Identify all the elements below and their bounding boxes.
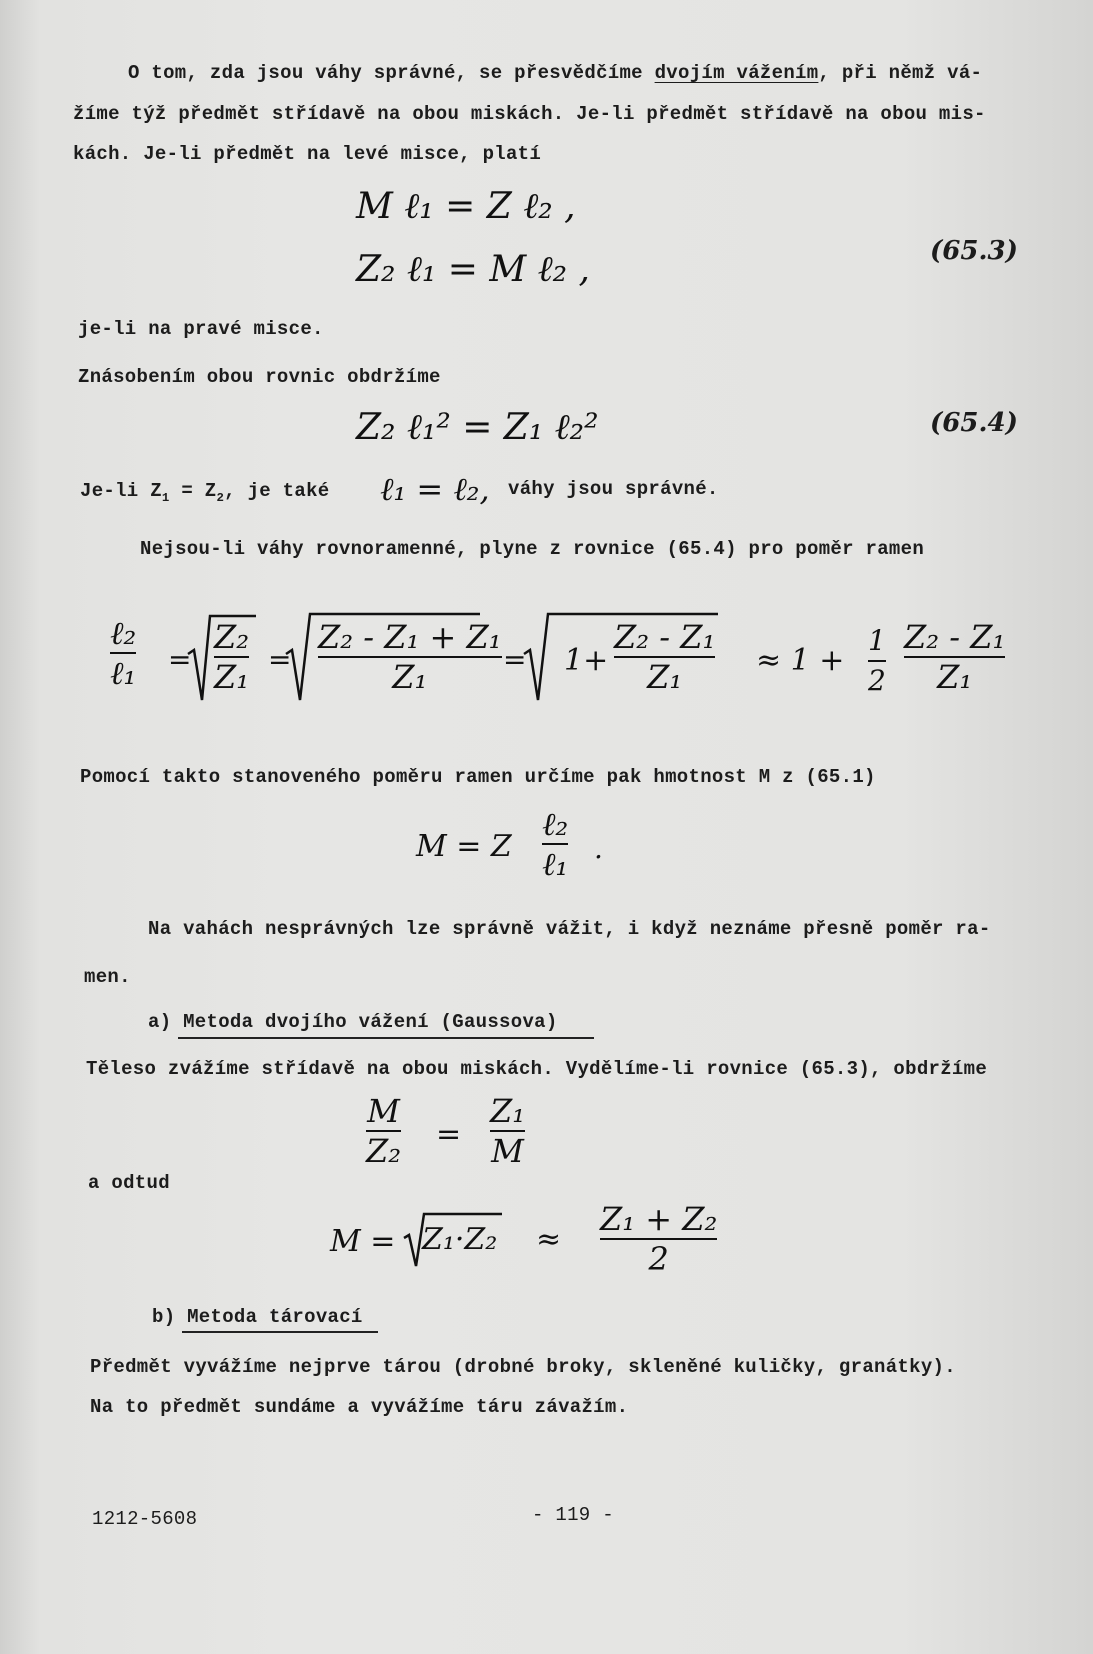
text-line-5: Znásobením obou rovnic obdržíme — [78, 366, 441, 388]
text-line-1-end: , při němž vá- — [818, 62, 983, 84]
approx-one-plus: ≈ 1 + — [756, 643, 845, 678]
equals-sign-1: = — [168, 643, 192, 676]
fraction-sqrt-3-num: Z₂ - Z₁ — [614, 618, 716, 656]
equals-sign-gauss: = — [436, 1117, 462, 1152]
fraction-sqrt-2-den: Z₁ — [392, 658, 428, 696]
text-line-9: Na vahách nesprávných lze správně vážit, i když neznáme přesně poměr ra- — [148, 918, 991, 940]
fraction-mass-den: ℓ₁ — [542, 845, 569, 883]
section-heading-b-label: b) — [152, 1306, 188, 1328]
fraction-approx-num: Z₂ - Z₁ — [904, 618, 1006, 656]
equation-number-653: (65.3) — [930, 236, 1018, 266]
text-line-6-a: Je-li Z — [80, 480, 162, 502]
text-line-2: žíme týž předmět střídavě na obou miskách. Je-li předmět střídavě na obou mis- — [73, 103, 986, 125]
text-line-7: Nejsou-li váhy rovnoramenné, plyne z rovnice (65.4) pro poměr ramen — [140, 538, 925, 560]
text-line-1-start: O tom, zda jsou váhy správné, se přesvědčíme — [128, 62, 655, 84]
period-mark: . — [594, 832, 603, 865]
section-heading-a — [148, 1011, 558, 1033]
text-line-1 — [128, 62, 982, 84]
fraction-sqrt-1 — [214, 618, 249, 696]
equation-653-line-2: Z₂ ℓ₁ = M ℓ₂ , — [356, 249, 590, 290]
fraction-one-half-num: 1 — [868, 624, 886, 657]
equation-l1-equals-l2: ℓ₁ = ℓ₂, — [380, 470, 490, 508]
equation-gauss-lhs: M = — [330, 1224, 396, 1259]
fraction-gauss-left — [366, 1092, 401, 1170]
fraction-sqrt-1-num: Z₂ — [214, 618, 250, 656]
fraction-mass — [542, 805, 568, 883]
equation-654: Z₂ ℓ₁² = Z₁ ℓ₂² — [356, 407, 599, 448]
text-line-3: kách. Je-li předmět na levé misce, platí — [73, 143, 542, 165]
text-line-14: Na to předmět sundáme a vyvážíme táru závažím. — [90, 1396, 629, 1418]
fraction-mass-num: ℓ₂ — [542, 805, 569, 843]
text-line-6-end: váhy jsou správné. — [508, 478, 719, 500]
text-line-10: men. — [84, 966, 131, 988]
text-line-12: a odtud — [88, 1172, 170, 1194]
text-line-6-c: , je také — [224, 480, 330, 502]
section-heading-a-title: Metoda dvojího vážení (Gaussova) — [183, 1011, 558, 1033]
fraction-gauss-right-num: Z₁ — [490, 1092, 526, 1130]
text-line-6: Je-li $Z_1 = Z_2$, je také — [80, 480, 330, 505]
fraction-sqrt-3 — [614, 618, 715, 696]
sqrt-3-one-plus: 1+ — [564, 643, 609, 678]
text-line-4: je-li na pravé misce. — [78, 318, 324, 340]
fraction-sqrt-2-num: Z₂ - Z₁ + Z₁ — [318, 618, 502, 656]
fraction-sqrt-2 — [318, 618, 502, 696]
equals-sign-3: = — [503, 643, 527, 676]
fraction-gauss-left-num: M — [367, 1092, 400, 1130]
fraction-arm-ratio — [110, 614, 136, 692]
fraction-sqrt-3-den: Z₁ — [647, 658, 683, 696]
sqrt-gauss-content: Z₁·Z₂ — [422, 1222, 498, 1257]
text-line-13: Předmět vyvážíme nejprve tárou (drobné broky, skleněné kuličky, granátky). — [90, 1356, 956, 1378]
equation-mass-lhs: M = Z — [416, 829, 512, 864]
text-line-8: Pomocí takto stanoveného poměru ramen určíme pak hmotnost M z (65.1) — [80, 766, 876, 788]
equation-number-654: (65.4) — [930, 408, 1018, 438]
footer-code: 1212-5608 — [92, 1508, 198, 1530]
fraction-gauss-mean-num: Z₁ + Z₂ — [600, 1200, 718, 1238]
fraction-sqrt-1-den: Z₁ — [214, 658, 250, 696]
section-heading-b — [152, 1306, 363, 1328]
fraction-one-half-den: 2 — [868, 664, 886, 697]
fraction-arm-ratio-den: ℓ₁ — [110, 654, 137, 692]
approx-sign-gauss: ≈ — [536, 1222, 562, 1257]
fraction-gauss-left-den: Z₂ — [366, 1132, 402, 1170]
fraction-approx-den: Z₁ — [937, 658, 973, 696]
fraction-gauss-mean — [600, 1200, 717, 1278]
section-heading-b-title: Metoda tárovací — [187, 1306, 363, 1328]
equals-sign-2: = — [268, 643, 292, 676]
fraction-one-half — [868, 622, 886, 700]
page-number: - 119 - — [532, 1504, 614, 1526]
fraction-gauss-right — [490, 1092, 525, 1170]
section-heading-b-underline — [182, 1331, 378, 1333]
fraction-gauss-mean-den: 2 — [648, 1240, 669, 1278]
section-heading-a-label: a) — [148, 1011, 184, 1033]
fraction-gauss-right-den: M — [491, 1132, 524, 1170]
fraction-approx — [904, 618, 1005, 696]
equation-653-line-1: M ℓ₁ = Z ℓ₂ , — [356, 186, 576, 227]
underlined-term-dvojim-vazenim: dvojím vážením — [654, 62, 819, 84]
section-heading-a-underline — [178, 1037, 594, 1039]
text-line-11: Těleso zvážíme střídavě na obou miskách. Vydělíme-li rovnice (65.3), obdržíme — [86, 1058, 988, 1080]
text-line-6-b: = Z — [169, 480, 217, 502]
fraction-arm-ratio-num: ℓ₂ — [110, 614, 137, 652]
